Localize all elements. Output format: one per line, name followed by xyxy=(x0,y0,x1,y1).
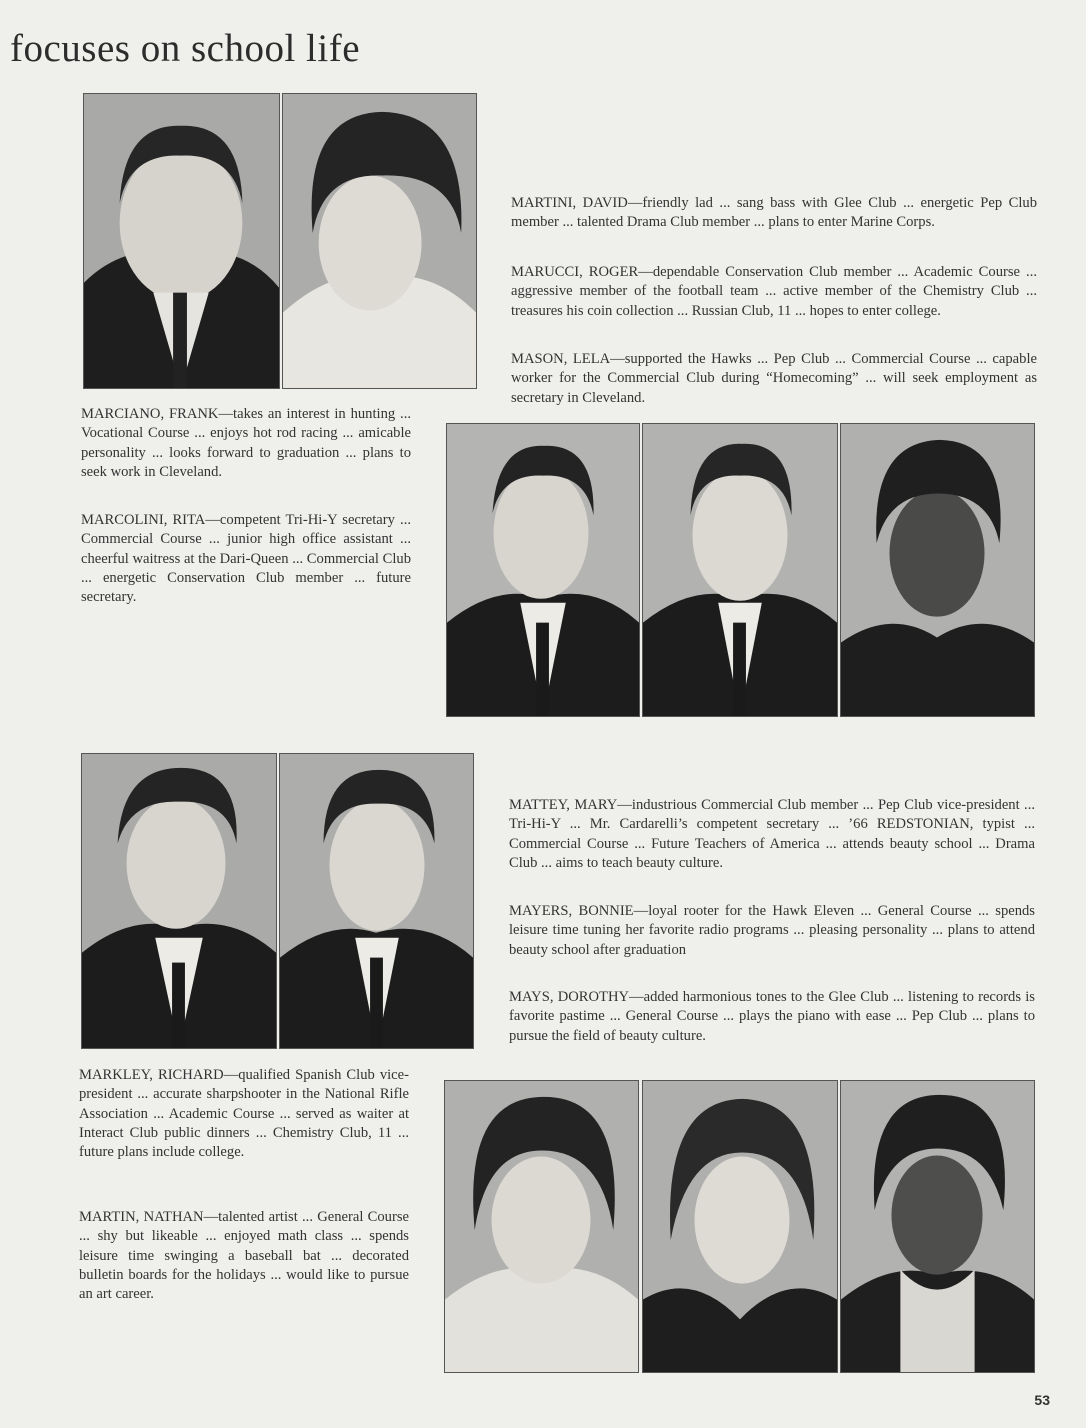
portrait-marciano xyxy=(83,93,280,389)
bio-marcolini: MARCOLINI, RITA—competent Tri-Hi-Y secretary ... Commercial Course ... junior high office assistant ... cheerful waitress at the Dari-Queen ... Commercial Club ... energetic Conservation Club member ... future secretary. xyxy=(81,512,411,606)
portrait-martin xyxy=(279,753,474,1049)
bio-marucci: MARUCCI, ROGER—dependable Conservation Club member ... Academic Course ... aggressive member of the football team ... active member of the Chemistry Club ... treasures his coin collection ... Russian Club, 11 ... hopes to enter college. xyxy=(511,264,1037,319)
bio-mays: MAYS, DOROTHY—added harmonious tones to the Glee Club ... listening to records is favorite pastime ... General Course ... plays the piano with ease ... Pep Club ... plans to pursue the field of beauty culture. xyxy=(509,989,1035,1044)
bio-markley: MARKLEY, RICHARD—qualified Spanish Club vice-president ... accurate sharpshooter in the National Rifle Association ... Academic Course ... served as waiter at Interact Club public dinners ... Chemistry Club, 11 ... future plans include college. xyxy=(79,1067,409,1161)
portrait-marucci xyxy=(642,423,838,717)
portrait-mason xyxy=(840,423,1035,717)
page-title: focuses on school life xyxy=(10,27,361,70)
bio-mattey: MATTEY, MARY—industrious Commercial Club member ... Pep Club vice-president ... Tri-Hi-Y ... Mr. Cardarelli’s competent secretary ... ’66 REDSTONIAN, typist ... Commercial Course ... Future Teachers of America ... attends beauty school ... Drama Club ... aims to teach beauty culture. xyxy=(509,797,1035,871)
bio-marciano: MARCIANO, FRANK—takes an interest in hunting ... Vocational Course ... enjoys hot rod racing ... amicable personality ... looks forward to graduation ... plans to seek work in Cleveland. xyxy=(81,406,411,480)
portrait-marcolini xyxy=(282,93,477,389)
portrait-mayers xyxy=(642,1080,838,1373)
portrait-martini xyxy=(446,423,640,717)
bio-martin: MARTIN, NATHAN—talented artist ... General Course ... shy but likeable ... enjoyed math class ... spends leisure time swinging a baseball bat ... decorated bulletin boards for the holidays ... would like to pursue an art career. xyxy=(79,1209,409,1303)
portrait-mays xyxy=(840,1080,1035,1373)
bio-mason: MASON, LELA—supported the Hawks ... Pep Club ... Commercial Course ... capable worker for the Commercial Club during “Homecoming” ... will seek employment as secretary in Cleveland. xyxy=(511,351,1037,406)
bio-mayers: MAYERS, BONNIE—loyal rooter for the Hawk Eleven ... General Course ... spends leisure time tuning her favorite radio programs ... pleasing personality ... plans to attend beauty school after graduation xyxy=(509,903,1035,958)
portrait-mattey xyxy=(444,1080,639,1373)
portrait-markley xyxy=(81,753,277,1049)
bio-martini: MARTINI, DAVID—friendly lad ... sang bass with Glee Club ... energetic Pep Club member ... talented Drama Club member ... plans to enter Marine Corps. xyxy=(511,195,1037,231)
page-number: 53 xyxy=(1034,1392,1050,1408)
